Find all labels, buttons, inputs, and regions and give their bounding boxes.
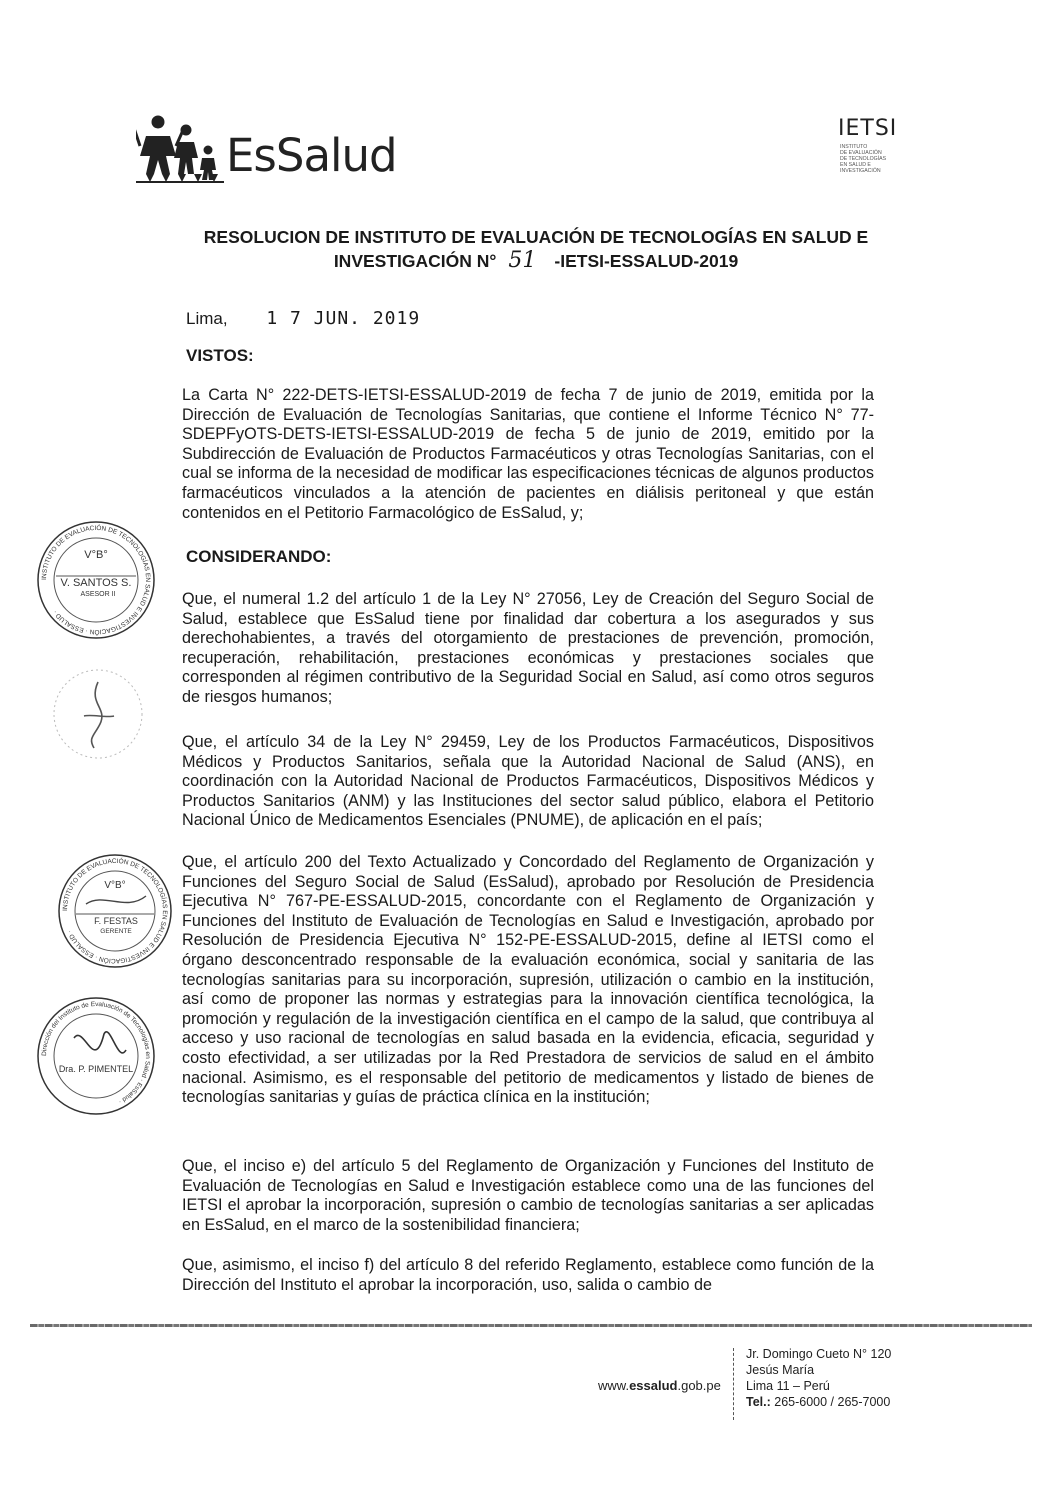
footer-divider [30, 1324, 1032, 1327]
paragraph-1: Que, el numeral 1.2 del artículo 1 de la Ley N° 27056, Ley de Creación del Seguro Social de Salud, establece que EsSalud tiene por finalidad dar cobertura a los asegurados y sus derechohabientes, a través del otorgamiento de prestaciones de prevención, promoción, recuperación, rehabilitación, prestaciones económicas y prestaciones sociales que corresponden al régimen contributivo de la Seguridad Social en Salud, así como otros seguros de riesgos humanos; [182, 590, 874, 706]
stamp1-role: ASESOR II [80, 591, 116, 598]
stamp3-role: GERENTE [100, 928, 132, 935]
footer-address: Jr. Domingo Cueto N° 120 Jesús María Lima 11 – Perú Tel.: 265-6000 / 265-7000 [746, 1347, 892, 1409]
considerando-heading: CONSIDERANDO: [186, 547, 332, 566]
brand-name: EsSalud [226, 129, 397, 182]
vistos-paragraph: La Carta N° 222-DETS-IETSI-ESSALUD-2019 de fecha 7 de junio de 2019, emitida por la Dirección de Evaluación de Tecnologías Sanitarias, que contiene el Informe Técnico N° 77-SDEPFyOTS-DETS-IETSI-ESSALUD-2019 de fecha 5 de junio de 2019, emitido por la Subdirección de Evaluación de Productos Farmacéuticos y otras Tecnologías Sanitarias, con el cual se informa de la necesidad de modificar las especificaciones técnicas de algunos productos farmacéuticos vinculados a la atención de pacientes en diálisis peritoneal y que están contenidos en el Petitorio Farmacológico de EsSalud, y; [182, 386, 874, 522]
stamp1-vb: V°B° [84, 549, 108, 561]
svg-text:Dirección del Instituto de Eva [41, 1001, 151, 1105]
essalud-logo [136, 108, 397, 188]
stamp1-name: V. SANTOS S. [60, 577, 132, 589]
approval-stamp-santos [34, 518, 158, 642]
place-date [186, 308, 420, 329]
paragraph-4: Que, el inciso e) del artículo 5 del Reglamento de Organización y Funciones del Instituto de Evaluación de Tecnologías en Salud e Investigación establece como una de las funciones del IETSI el aprobar la incorporación, supresión o cambio de tecnologías sanitarias a ser aplicadas en EsSalud, en el marco de la sostenibilidad financiera; [182, 1157, 874, 1234]
footer-website: www.essalud.gob.pe [598, 1378, 721, 1393]
family-figures-icon [136, 112, 224, 188]
resolution-number: 51 [508, 248, 537, 273]
date-stamp: 1 7 JUN. 2019 [266, 308, 421, 329]
stamp3-ring-text: INSTITUTO DE EVALUACIÓN DE TECNOLOGÍAS EN SALUD E INVESTIGACIÓN · ESSALUD · [61, 857, 169, 965]
ietsi-logo [838, 118, 918, 174]
footer-phone: Tel.: 265-6000 / 265-7000 [746, 1395, 891, 1409]
footer-separator [733, 1348, 734, 1420]
stamp1-ring-text: INSTITUTO DE EVALUACIÓN DE TECNOLOGÍAS EN SALUD E INVESTIGACIÓN · ESSALUD · [40, 524, 152, 636]
paragraph-3: Que, el artículo 200 del Texto Actualizado y Concordado del Reglamento de Organización y Funciones del Seguro Social de Salud (EsSalud), aprobado por Resolución de Presidencia Ejecutiva N° 767-PE-ESSALUD-2015, concordante con el Reglamento de Organización y Funciones del Instituto de Evaluación de Tecnologías en Salud e Investigación, aprobado por Resolución de Presidencia Ejecutiva N° 152-PE-ESSALUD-2015, define al IETSI como el órgano desconcentrado responsable de la evaluación económica, social y sanitaria de las tecnologías sanitarias para su incorporación, supresión, utilización o cambio en la institución, así como de proponer las normas y estrategias para la innovación científica tecnológica, la promoción y regulación de la investigación científica en el campo de la salud, que contribuya al acceso y uso racional de tecnologías en salud basada en la evidencia, eficacia, seguridad y costo efectividad, a ser utilizadas por la Red Prestadora de servicios de salud en el ámbito nacional. Asimismo, es el responsable del petitorio de medicamentos y listado de bienes de tecnologías sanitarias y guías de práctica clínica en la institución; [182, 853, 874, 1107]
title-line-2: INVESTIGACIÓN N° 51 -IETSI-ESSALUD-2019 [333, 248, 739, 273]
stamp4-ring-text: Dirección del Instituto de Evaluación de Tecnologías en Salud · EsSalud · [40, 1000, 152, 1106]
seal-stamp-pimentel [34, 994, 158, 1118]
title-line-1: RESOLUCION DE INSTITUTO DE EVALUACIÓN DE TECNOLOGÍAS EN SALUD E [203, 227, 869, 247]
stamp3-vb: V°B° [104, 880, 126, 891]
paragraph-5: Que, asimismo, el inciso f) del artículo 8 del referido Reglamento, establece como función de la Dirección del Instituto el aprobar la incorporación, uso, salida o cambio de [182, 1256, 874, 1294]
ietsi-title: IETSI [838, 116, 898, 141]
svg-text:INSTITUTO DE EVALUACIÓN DE TEC [62, 856, 169, 966]
resolution-title [176, 226, 896, 273]
place: Lima, [186, 309, 228, 328]
stamp3-name: F. FESTAS [94, 916, 138, 926]
ietsi-subtitle: INSTITUTO DE EVALUACIÓN DE TECNOLOGÍAS EN SALUD E INVESTIGACIÓN [840, 144, 887, 174]
stamp4-name: Dra. P. PIMENTEL [58, 1064, 134, 1074]
vistos-heading: VISTOS: [186, 346, 254, 365]
approval-stamp-festas [56, 852, 174, 970]
faint-signature [48, 664, 148, 764]
paragraph-2: Que, el artículo 34 de la Ley N° 29459, Ley de los Productos Farmacéuticos, Dispositivos Médicos y Productos Sanitarios, señala que la Autoridad Nacional de Salud (ANS), en coordinación con la Autoridad Nacional de Productos Farmacéuticos, Dispositivos Médicos y Productos Sanitarios (ANM) y las Instituciones del sector salud público, elabora el Petitorio Nacional Único de Medicamentos Esenciales (PNUME), de aplicación en el país; [182, 733, 874, 830]
